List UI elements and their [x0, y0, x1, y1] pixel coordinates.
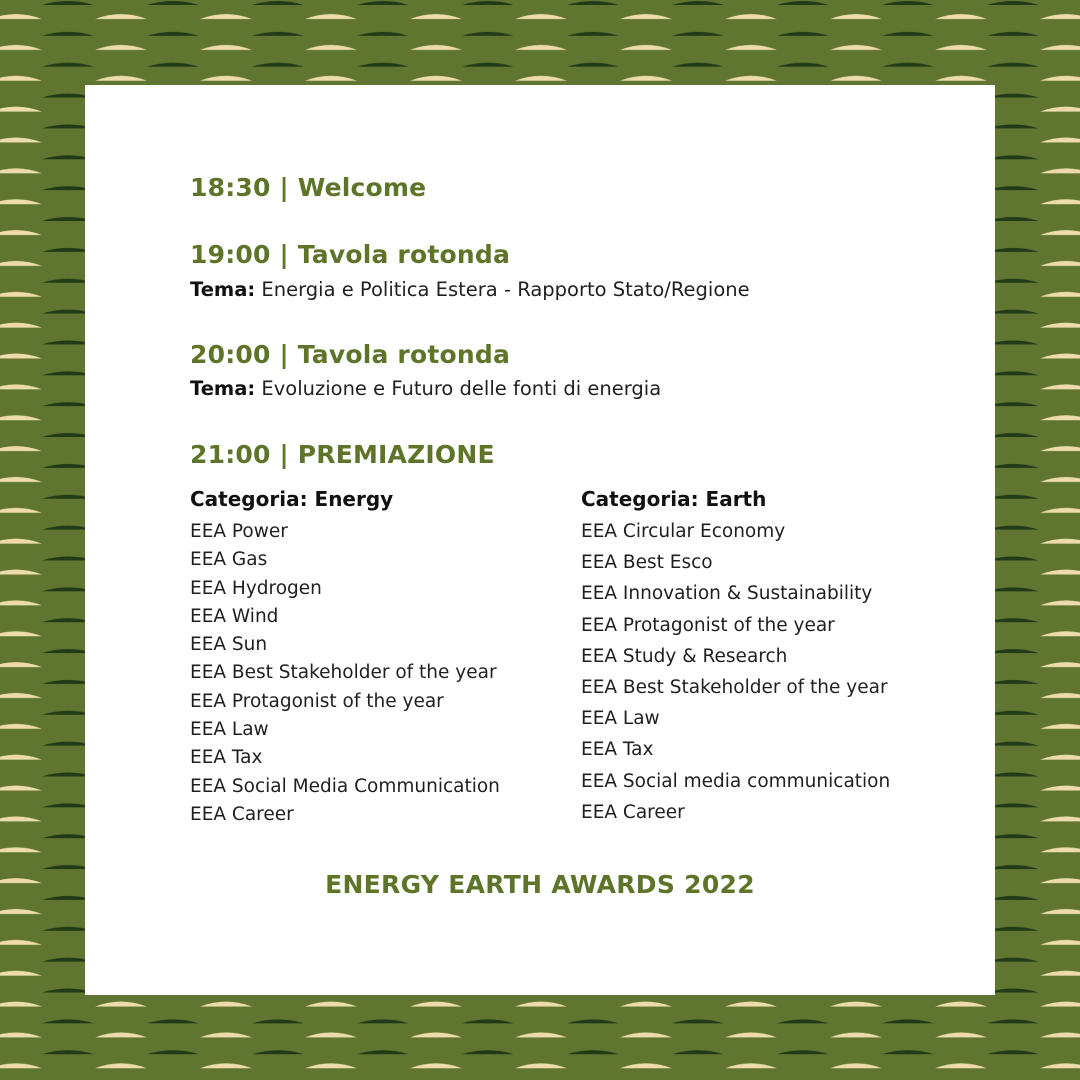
list-item: EEA Best Esco [581, 552, 713, 574]
schedule-heading-awards: 21:00 | PREMIAZIONE [190, 440, 495, 469]
list-item: EEA Gas [190, 549, 268, 571]
schedule-heading-welcome: 18:30 | Welcome [190, 173, 427, 202]
theme-label: Tema: [190, 278, 256, 301]
award-category-energy [190, 486, 500, 829]
energy-award-list [190, 518, 500, 829]
list-item: EEA Hydrogen [190, 577, 322, 599]
schedule-heading-round-table-2: 20:00 | Tavola rotonda [190, 340, 511, 369]
list-item: EEA Protagonist of the year [190, 690, 444, 712]
list-item: EEA Circular Economy [581, 521, 786, 542]
list-item: EEA Law [190, 719, 269, 741]
list-item: EEA Career [581, 801, 685, 823]
theme-label: Tema: [190, 377, 256, 400]
list-item: EEA Social media communication [581, 770, 891, 792]
event-title: ENERGY EARTH AWARDS 2022 [325, 870, 755, 899]
round-table-1-theme [190, 278, 750, 301]
list-item: EEA Best Stakeholder of the year [581, 676, 888, 698]
category-earth-title: Categoria: Earth [581, 487, 767, 511]
list-item: EEA Innovation & Sustainability [581, 583, 873, 605]
earth-award-list [581, 516, 890, 828]
agenda-card [85, 85, 995, 995]
list-item: EEA Protagonist of the year [581, 614, 835, 636]
schedule-heading-round-table-1: 19:00 | Tavola rotonda [190, 240, 511, 269]
list-item: EEA Sun [190, 634, 268, 656]
theme-text: Energia e Politica Estera - Rapporto Stato/Regione [255, 278, 750, 301]
list-item: EEA Power [190, 521, 288, 542]
list-item: EEA Wind [190, 605, 279, 627]
list-item: EEA Tax [190, 747, 263, 769]
theme-text: Evoluzione e Futuro delle fonti di energia [255, 377, 662, 400]
list-item: EEA Social Media Communication [190, 775, 500, 797]
award-category-earth [581, 486, 890, 828]
category-energy-title: Categoria: Energy [190, 487, 394, 511]
list-item: EEA Study & Research [581, 645, 788, 667]
list-item: EEA Tax [581, 739, 654, 761]
list-item: EEA Law [581, 708, 660, 730]
list-item: EEA Best Stakeholder of the year [190, 662, 497, 684]
list-item: EEA Career [190, 803, 294, 825]
round-table-2-theme [190, 377, 661, 400]
